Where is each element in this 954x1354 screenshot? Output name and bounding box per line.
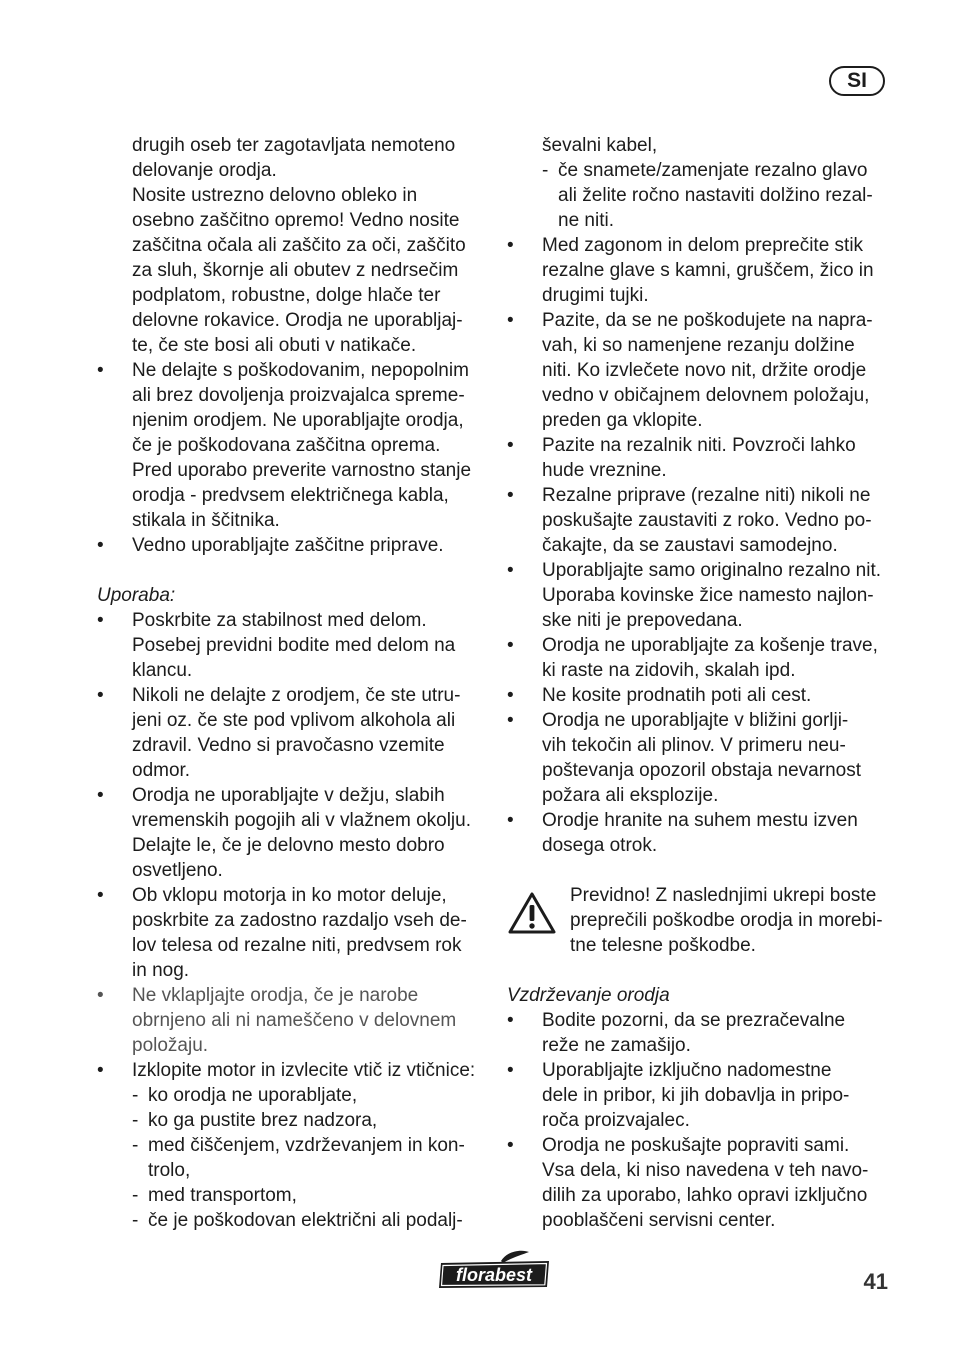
bullet-item: [507, 433, 897, 483]
text-line: Delajte le, če je delovno mesto dobro: [132, 835, 445, 856]
section-heading-maintenance: Vzdrževanje orodja: [507, 985, 670, 1006]
text-line: Ne delajte s poškodovanim, nepopolnim: [132, 360, 469, 381]
text-line: Ob vklopu motorja in ko motor deluje,: [132, 885, 447, 906]
dash-list: [97, 1083, 487, 1233]
carry-line: ševalni kabel,: [542, 135, 658, 156]
bullet-item: [507, 708, 897, 808]
text-line: Bodite pozorni, da se prezračevalne: [542, 1010, 846, 1031]
text-line: Orodja ne uporabljajte v dežju, slabih: [132, 785, 445, 806]
text-line: tne telesne poškodbe.: [570, 935, 756, 956]
text-line: Nikoli ne delajte z orodjem, če ste utru-: [132, 685, 461, 706]
text-line: osvetljeno.: [132, 860, 223, 881]
text-line: poskrbite za zadostno razdaljo vseh de-: [132, 910, 467, 931]
text-line: drugimi tujki.: [542, 285, 649, 306]
florabest-logo: [437, 1249, 553, 1291]
bullets-b: [97, 608, 487, 983]
language-badge: SI: [829, 66, 885, 96]
text-line: med čiščenjem, vzdrževanjem in kon-: [148, 1135, 465, 1156]
text-line: lov telesa od rezalne niti, predvsem rok: [132, 935, 462, 956]
text-line: Ne kosite prodnatih poti ali cest.: [542, 685, 812, 706]
bullet-item: [507, 808, 897, 858]
text-line: ske niti je prepovedana.: [542, 610, 743, 631]
bullet-item-grey: [97, 983, 487, 1058]
bullet-item: [507, 633, 897, 683]
text-line: trolo,: [148, 1160, 191, 1181]
text-line: osebno zaščitno opremo! Vedno nosite: [132, 210, 460, 231]
bullet-item: [507, 683, 897, 708]
bullet-item: [507, 1008, 897, 1058]
text-line: ali želite ročno nastaviti dolžino rezal-: [558, 185, 873, 206]
bullet-item: [507, 558, 897, 633]
text-line: Previdno! Z naslednjimi ukrepi boste: [570, 885, 877, 906]
text-line: in nog.: [132, 960, 190, 981]
text-line: vedno v običajnem delovnem položaju,: [542, 385, 870, 406]
text-line: delovne rokavice. Orodja ne uporabljaj-: [132, 310, 463, 331]
text-line: Orodja ne poskušajte popraviti sami.: [542, 1135, 850, 1156]
text-line: odmor.: [132, 760, 191, 781]
dash-item: [97, 1108, 487, 1133]
text-line: hude vreznine.: [542, 460, 667, 481]
text-line: za sluh, škornje ali obutev z nedrsečim: [132, 260, 459, 281]
text-line: čakajte, da se zaustavi samodejno.: [542, 535, 838, 556]
text-line: niti. Ko izvlečete novo nit, držite orodje: [542, 360, 867, 381]
text-line: vah, ki so namenjene rezanju dolžine: [542, 335, 855, 356]
text-line: Rezalne priprave (rezalne niti) nikoli ne: [542, 485, 871, 506]
text-line: vremenskih pogojih ali v vlažnem okolju.: [132, 810, 471, 831]
bullet-item: [97, 533, 487, 558]
text-line: delovanje orodja.: [132, 160, 277, 181]
text-line: Uporaba kovinske žice namesto najlon-: [542, 585, 874, 606]
bullet-item-unplug: • Izklopite motor in izvlecite vtič iz vtičnice:: [97, 1058, 487, 1083]
bullet-item: [507, 1133, 897, 1233]
text-line: Pazite, da se ne poškodujete na napra-: [542, 310, 873, 331]
maintenance-bullets: [507, 1008, 897, 1233]
text-line: Uporabljajte izključno nadomestne: [542, 1060, 832, 1081]
dash-item: [97, 1133, 487, 1183]
text-line: Vsa dela, ki niso navedena v teh navo-: [542, 1160, 869, 1181]
text-line: zdravil. Vedno si pravočasno vzemite: [132, 735, 445, 756]
bullet-item: [507, 483, 897, 558]
text-line: poštevanja opozoril obstaja nevarnost: [542, 760, 861, 781]
bullet-item: [97, 683, 487, 783]
text-line: jeni oz. če ste pod vplivom alkohola ali: [132, 710, 456, 731]
text-line: če snamete/zamenjate rezalno glavo: [558, 160, 868, 181]
text-line: Pred uporabo preverite varnostno stanje: [132, 460, 472, 481]
text-line: orodja - predvsem električnega kabla,: [132, 485, 449, 506]
text-line: ali brez dovoljenja proizvajalca spreme-: [132, 385, 465, 406]
text-line: vih tekočin ali plinov. V primeru neu-: [542, 735, 846, 756]
bullet-item: [97, 783, 487, 883]
bullet-item: [97, 883, 487, 983]
text-line: med transportom,: [148, 1185, 297, 1206]
right-column: [507, 133, 897, 1233]
warning-triangle-icon: [507, 891, 557, 935]
text-line: rezalne glave s kamni, gruščem, žico in: [542, 260, 874, 281]
text-line: Poskrbite za stabilnost med delom.: [132, 610, 427, 631]
text-line: Pazite na rezalnik niti. Povzroči lahko: [542, 435, 856, 456]
text-line: preden ga vklopite.: [542, 410, 703, 431]
text-line: njenim orodjem. Ne uporabljajte orodja,: [132, 410, 464, 431]
text-line: Posebej previdni bodite med delom na: [132, 635, 456, 656]
text-line: Orodja ne uporabljajte za košenje trave,: [542, 635, 878, 656]
text-line: pooblaščeni servisni center.: [542, 1210, 776, 1231]
text-line: drugih oseb ter zagotavljata nemoteno: [132, 135, 456, 156]
text-line: ne niti.: [558, 210, 614, 231]
text-line: Uporabljajte samo originalno rezalno nit.: [542, 560, 882, 581]
text-line: položaju.: [132, 1035, 209, 1056]
text-line: obrnjeno ali ni nameščeno v delovnem: [132, 1010, 457, 1031]
text-line: podplatom, robustne, dolge hlače ter: [132, 285, 441, 306]
text-line: Med zagonom in delom preprečite stik: [542, 235, 864, 256]
text-line: Orodje hranite na suhem mestu izven: [542, 810, 858, 831]
warning-box: [507, 883, 897, 958]
dash-item: [97, 1183, 487, 1208]
page-number: 41: [863, 1269, 888, 1294]
text-line: preprečili poškodbe orodja in morebi-: [570, 910, 883, 931]
text-line: Nosite ustrezno delovno obleko in: [132, 185, 418, 206]
bullet-item: [97, 608, 487, 683]
section-heading-use: Uporaba:: [97, 585, 176, 606]
bullets-a: [97, 358, 487, 558]
text-line: če je poškodovana zaščitna oprema.: [132, 435, 441, 456]
left-column: [97, 133, 487, 1233]
bullet-item: [97, 358, 487, 533]
text-line: ko orodja ne uporabljate,: [148, 1085, 358, 1106]
text-line: dele in pribor, ki jih dobavlja in pripo-: [542, 1085, 850, 1106]
bullet-item: [507, 308, 897, 433]
text-line: Ne vklapljajte orodja, če je narobe: [132, 985, 419, 1006]
text-line: stikala in ščitnika.: [132, 510, 280, 531]
text-line: požara ali eksplozije.: [542, 785, 719, 806]
intro-paragraph: [97, 133, 487, 358]
bullet-item: [507, 1058, 897, 1133]
logo-wordmark: florabest: [455, 1265, 533, 1285]
warning-text: [570, 883, 897, 958]
text-line: reže ne zamašijo.: [542, 1035, 691, 1056]
text-line: poskušajte zaustaviti z roko. Vedno po-: [542, 510, 872, 531]
dash-list-continued: [507, 158, 897, 233]
text-line: Orodja ne uporabljajte v bližini gorlji-: [542, 710, 849, 731]
safety-bullets: [507, 233, 897, 858]
text-line: Vedno uporabljajte zaščitne priprave.: [132, 535, 444, 556]
text-line: dosega otrok.: [542, 835, 658, 856]
text-line: dilih za uporabo, lahko opravi izključno: [542, 1185, 868, 1206]
text-line: zaščitna očala ali zaščito za oči, zaščito: [132, 235, 466, 256]
dash-item: [507, 158, 897, 233]
bullet-item: [507, 233, 897, 308]
text-line: če je poškodovan električni ali podalj-: [148, 1210, 463, 1231]
text-line: ki raste na zidovih, skalah ipd.: [542, 660, 796, 681]
dash-item: [97, 1083, 487, 1108]
dash-item: [97, 1208, 487, 1233]
text-line: ko ga pustite brez nadzora,: [148, 1110, 378, 1131]
text-line: roča proizvajalec.: [542, 1110, 690, 1131]
text-line: te, če ste bosi ali obuti v natikače.: [132, 335, 417, 356]
text-line: klancu.: [132, 660, 193, 681]
